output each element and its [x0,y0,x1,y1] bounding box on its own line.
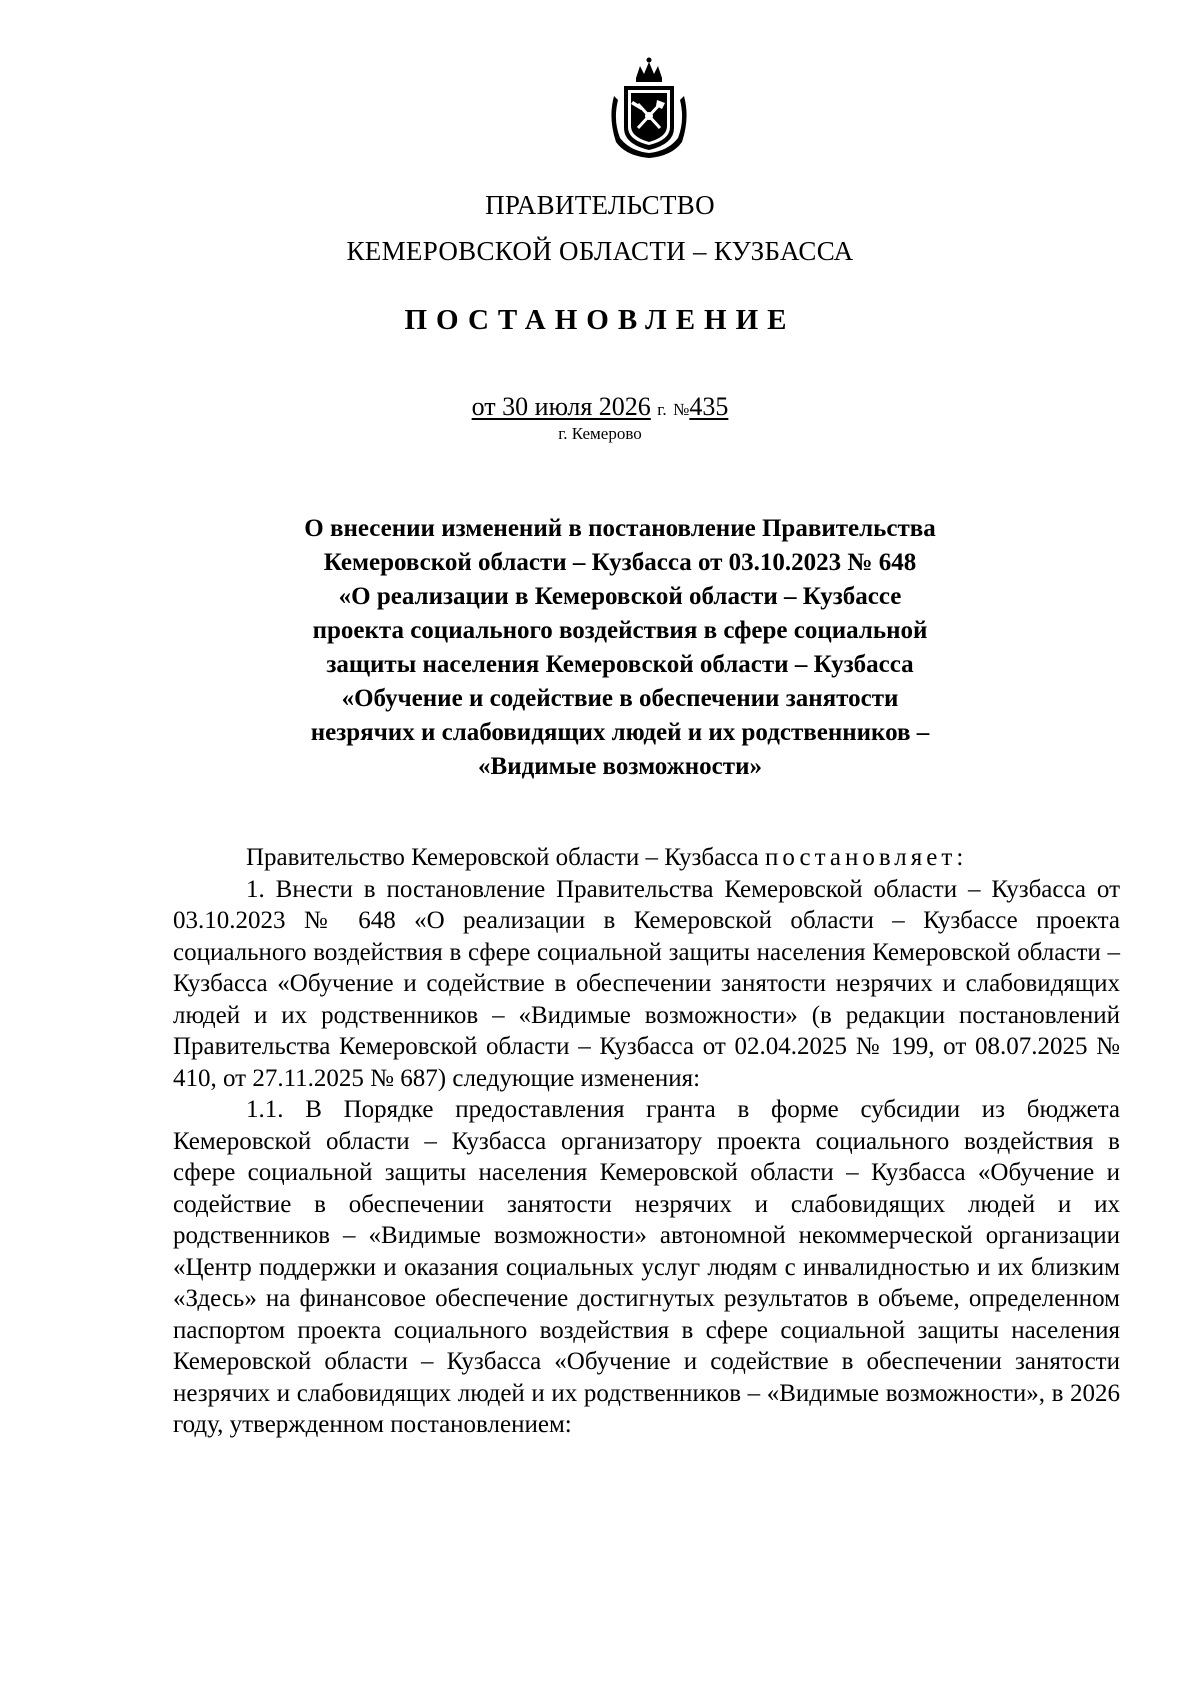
document-type: ПОСТАНОВЛЕНИЕ [404,304,796,336]
resolves-word: постановляет [765,844,957,871]
intro-paragraph [173,842,1120,874]
title-line: проекта социального воздействия в сфере социальной [312,617,928,644]
date-line [0,392,1200,422]
paragraph-1-1: 1.1. В Порядке предоставления гранта в форме субсидии из бюджета Кемеровской области – Кузбасса организатору проекта социального воздействия в сфере социальной защиты населения Кемеровской области – Кузбасса «Обучение и содействие в обеспечении занятости незрячих и слабовидящих людей и их родственников – «Видимые возможности» автономной некоммерческой организации «Центр поддержки и оказания социальных услуг людям с инвалидностью и их близким «Здесь» на финансовое обеспечение достигнутых результатов в объеме, определенном паспортом проекта социального воздействия в сфере социальной защиты населения Кемеровской области – Кузбасса «Обучение и содействие в обеспечении занятости незрячих и слабовидящих людей и их родственников – «Видимые возможности», в 2026 году, утвержденном постановлением: [173,1096,1120,1438]
title-line: «Видимые возможности» [478,753,762,780]
title-line: «Обучение и содействие в обеспечении занятости [341,685,899,712]
government-name-line1: ПРАВИТЕЛЬСТВО [485,190,715,220]
intro-text: Правительство Кемеровской области – Кузбасса [246,844,759,871]
title-line: О внесении изменений в постановление Правительства [304,515,936,542]
decree-body [173,842,1120,1441]
decree-title [240,512,1000,784]
decree-city: г. Кемерово [558,424,642,443]
title-line: Кемеровской области – Кузбасса от 03.10.2023 № 648 [323,549,917,576]
year-abbrev: г. [657,400,667,419]
paragraph-1: 1. Внести в постановление Правительства Кемеровской области – Кузбасса от 03.10.2023 № 648 «О реализации в Кемеровской области – Кузбассе проекта социального воздействия в сфере социальной защиты населения Кемеровской области – Кузбасса «Обучение и содействие в обеспечении занятости незрячих и слабовидящих людей и их родственников – «Видимые возможности» (в редакции постановлений Правительства Кемеровской области – Кузбасса от 02.04.2025 № 199, от 08.07.2025 № 410, от 27.11.2025 № 687) следующие изменения: [173,875,1120,1092]
coat-of-arms-icon [606,56,692,160]
title-line: «О реализации в Кемеровской области – Кузбассе [338,583,902,610]
decree-number: 435 [689,392,729,421]
decree-date: от 30 июля 2026 [471,392,651,421]
title-line: защиты населения Кемеровской области – Кузбасса [326,651,914,678]
government-name-line2: КЕМЕРОВСКОЙ ОБЛАСТИ – КУЗБАССА [346,236,854,266]
number-sign: № [673,400,690,419]
intro-colon: : [956,844,964,871]
title-line: незрячих и слабовидящих людей и их родственников – [310,719,930,746]
